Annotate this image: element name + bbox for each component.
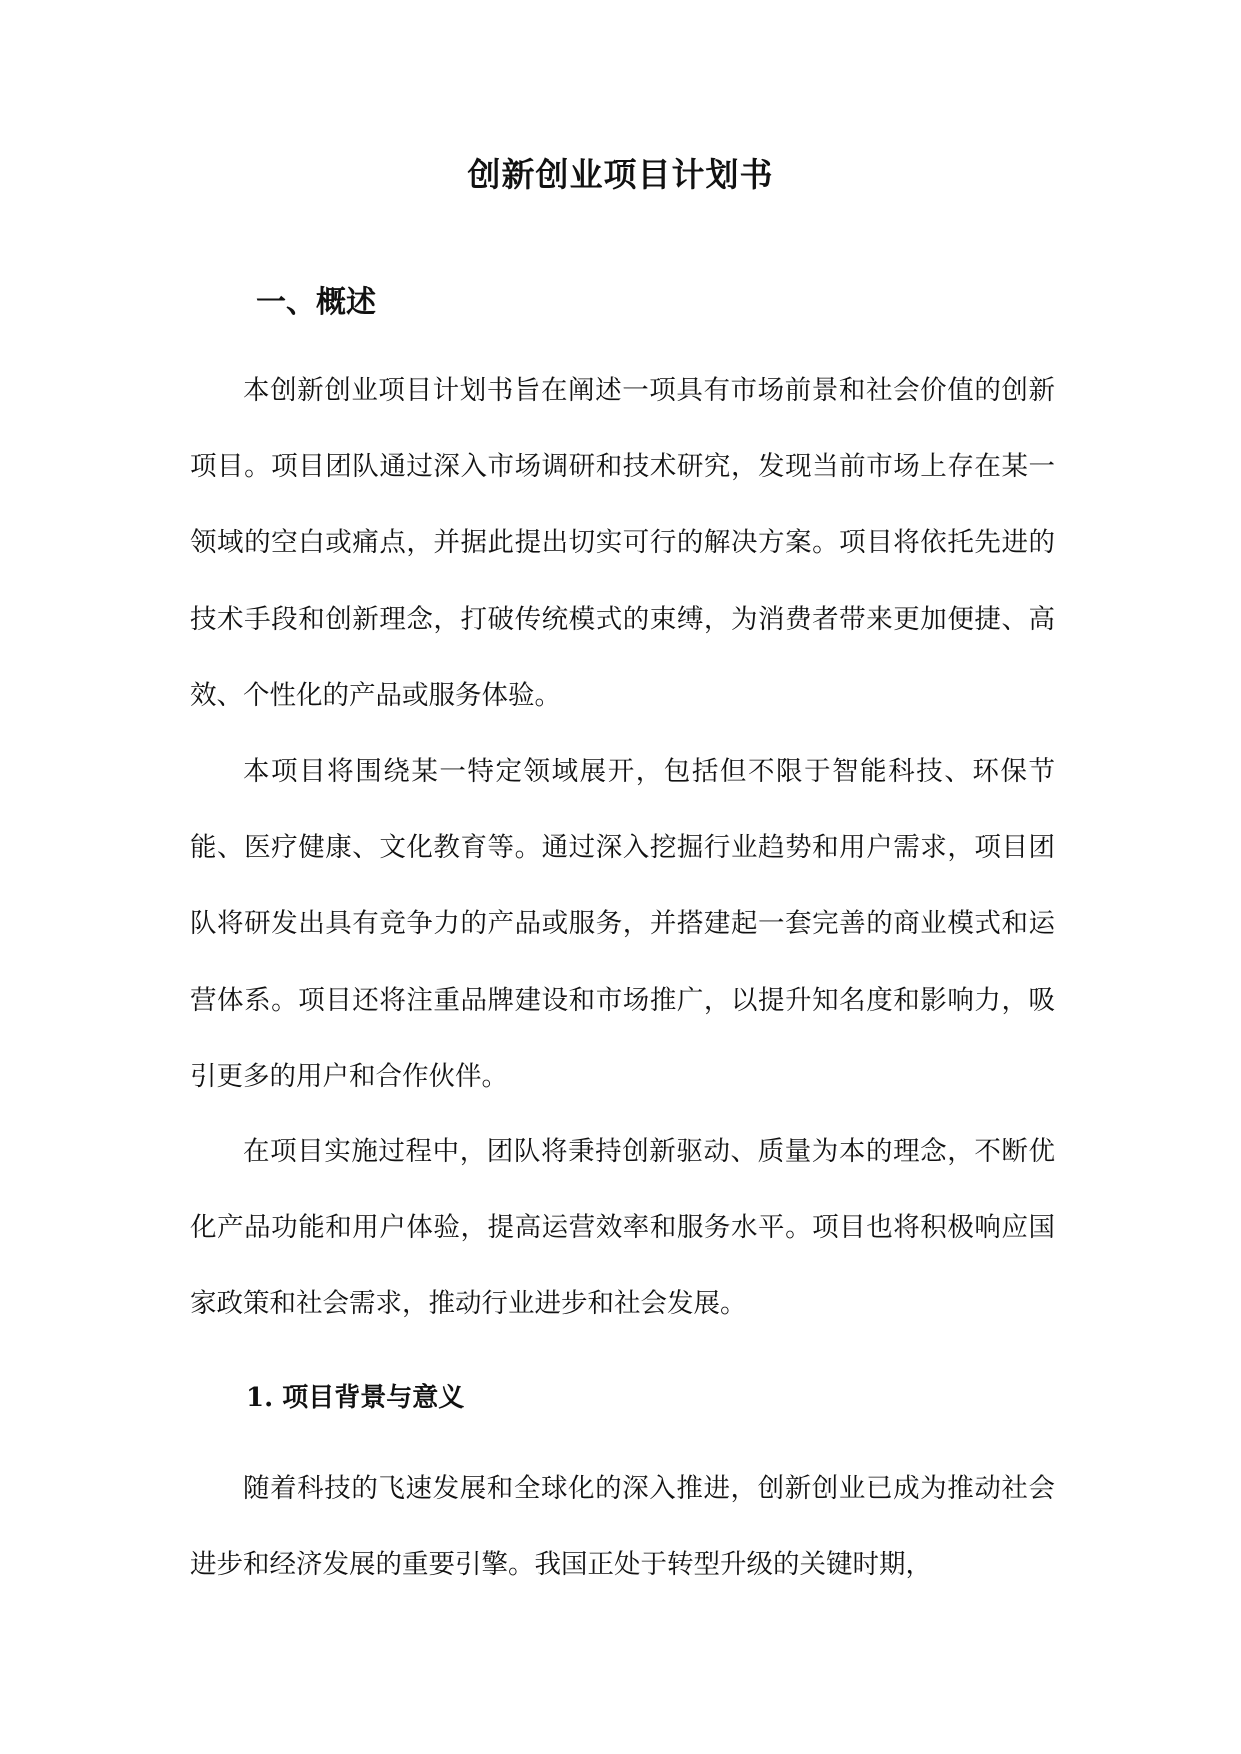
subsection-heading-background: 1. 项目背景与意义 <box>246 1383 465 1413</box>
document-title: 创新创业项目计划书 <box>467 155 774 194</box>
section-heading-overview: 一、概述 <box>256 285 376 320</box>
paragraph-overview-2: 本项目将围绕某一特定领域展开，包括但不限于智能科技、环保节能、医疗健康、文化教育等。通过深入挖掘行业趋势和用户需求，项目团队将研发出具有竞争力的产品或服务，并搭建起一套完善的商业模式和运营体系。项目还将注重品牌建设和市场推广，以提升知名度和影响力，吸引更多的用户和合作伙伴。 <box>190 756 1055 1092</box>
paragraph-overview-1: 本创新创业项目计划书旨在阐述一项具有市场前景和社会价值的创新项目。项目团队通过深入市场调研和技术研究，发现当前市场上存在某一领域的空白或痛点，并据此提出切实可行的解决方案。项目将依托先进的技术手段和创新理念，打破传统模式的束缚，为消费者带来更加便捷、高效、个性化的产品或服务体验。 <box>190 375 1055 711</box>
paragraph-overview-3: 在项目实施过程中，团队将秉持创新驱动、质量为本的理念，不断优化产品功能和用户体验，提高运营效率和服务水平。项目也将积极响应国家政策和社会需求，推动行业进步和社会发展。 <box>190 1136 1055 1320</box>
paragraph-background-1: 随着科技的飞速发展和全球化的深入推进，创新创业已成为推动社会进步和经济发展的重要引擎。我国正处于转型升级的关键时期， <box>190 1473 1055 1581</box>
